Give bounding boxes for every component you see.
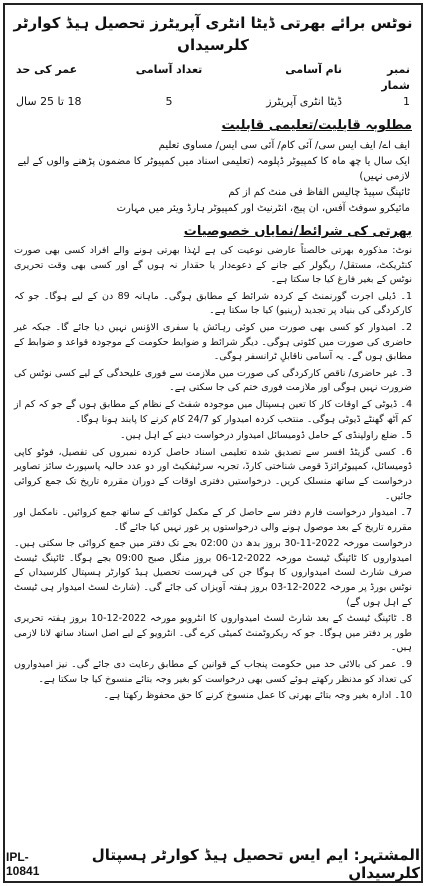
header-serial: نمبر شمار (381, 63, 410, 92)
condition-paragraph: 3۔ غیر حاضری/ ناقص کارکردگی کی صورت میں ملازمت سے فوری علیحدگی کے لیے کسی نوٹس کی ضرورت نہیں ہوگی اور ملازمت فوری ختم کی جا سکتی ہے۔ (14, 367, 412, 394)
header-post-count: تعداد آسامی (135, 63, 203, 76)
page-border (3, 3, 423, 883)
header-age-limit: عمر کی حد (16, 63, 78, 76)
condition-paragraph: 10۔ ادارہ بغیر وجہ بتائے بھرتی کا عمل منسوخ کرنے کا حق محفوظ رکھتا ہے۔ (103, 690, 412, 702)
note-paragraph: نوٹ: مذکورہ بھرتی خالصتاً عارضی نوعیت کی ہے لہٰذا بھرتی ہونے والے افراد کسی بھی صورت کنٹریکٹ، مستقل/ ریگولر کیے جانے کے دعوےدار یا حقدار نہ ہوں گے اور کسی بھی وقت تحریری نوٹس کے بغیر فارغ کیا جا سکتا ہے۔ (14, 245, 412, 286)
footer (6, 846, 420, 882)
schedule-paragraph: درخواست مورخہ 2022-11-30 بروز بدھ دن 02:00 بجے تک دفتر میں جمع کروائی جا سکتی ہیں۔ امیدواروں کا ٹائپنگ ٹیسٹ مورخہ 2022-12-06 بروز منگل صبح 09:00 بجے ہوگا۔ ٹائپنگ ٹیسٹ صرف شارٹ لسٹ امیدواروں کا ہوگا جن کی فہرست تحصیل ہیڈ کوارٹر ہسپتال کلرسیداں کے نوٹس بورڈ پر مورخہ 2022-12-03 بروز ہفتہ آویزاں کی جائے گی۔ (شارٹ لسٹ امیدوار ہی ٹیسٹ کے اہل ہوں گے) (14, 538, 412, 608)
advertiser: المشتہر: ایم ایس تحصیل ہیڈ کوارٹر ہسپتال کلرسیداں (91, 846, 420, 882)
conditions-heading: بھرتی کی شرائط/نمایاں خصوصیات (183, 224, 412, 239)
qualification-item: ٹائپنگ سپیڈ چالیس الفاظ فی منٹ کم از کم (228, 187, 410, 198)
ipl-number: IPL-10841 (6, 850, 40, 878)
qualification-item: ایک سال یا چھ ماہ کا کمپیوٹر ڈپلومہ (تعلیمی اسناد میں کمپیوٹر کا مضمون پڑھنے والوں کے لیے لازمی نہیں) (17, 156, 410, 182)
condition-paragraph: 7۔ امیدوار درخواست فارم دفتر سے حاصل کر کے مکمل کوائف کے ساتھ جمع کروائیں۔ نامکمل اور مقررہ تاریخ کے بعد موصول ہونے والی درخواستوں پر غور نہیں کیا جائے گا۔ (14, 507, 412, 533)
cell-post-count: 5 (165, 95, 173, 108)
condition-paragraph: 8۔ ٹائپنگ ٹیسٹ کے بعد شارٹ لسٹ امیدواروں کا انٹرویو مورخہ 2022-12-10 بروز ہفتہ تحریری طور پر دفتر میں ہوگا۔ جو کہ ریکروٹمنٹ کمیٹی کرے گی۔ انٹرویو کے لیے اصل اسناد ساتھ لانا لازمی ہیں۔ (14, 613, 412, 654)
qualification-item: ایف اے/ ایف ایس سی/ آئی کام/ آئی سی ایس/ مساوی تعلیم (158, 140, 410, 151)
condition-paragraph: 9۔ عمر کی بالائی حد میں حکومت پنجاب کے قوانین کے مطابق رعایت دی جائے گی۔ نیز امیدواروں کی تعداد کو مدنظر رکھتے ہوئے کسی بھی درخواست کو بغیر وجہ بتائے منسوخ کیا جا سکتا ہے۔ (14, 659, 412, 685)
condition-paragraph: 4۔ ڈیوٹی کے اوقات کار کا تعین ہسپتال میں موجودہ شفٹ کے نظام کے مطابق ہوں گے جو کہ کم از کم آٹھ گھنٹے ڈیوٹی ہوگی۔ منتخب کردہ امیدوار کو 24/7 کام کرنے کا پابند ہونا ہوگا۔ (14, 398, 412, 425)
condition-paragraph: 2۔ امیدوار کو کسی بھی صورت میں کوئی رہائش یا سفری الاؤنس نہیں دیا جائے گا۔ جبکہ غیر حاضری کی صورت میں کٹوتی ہوگی۔ دیگر شرائط و ضوابط حکومت کے موجودہ قواعد و ضوابط کے مطابق ہوں گے۔ یہ آسامی ناقابلِ ٹرانسفر ہوگی۔ (14, 321, 412, 363)
qualification-item: مائیکرو سوفٹ آفس، ان پیج، انٹرنیٹ اور کمپیوٹر ہارڈ ویئر میں مہارت (116, 203, 410, 214)
cell-post-name: ڈیٹا انٹری آپریٹرز (266, 95, 342, 108)
cell-serial: 1 (403, 95, 410, 108)
qualification-heading: مطلوبہ قابلیت/تعلیمی قابلیت (221, 118, 412, 133)
cell-age-limit: 18 تا 25 سال (16, 95, 82, 108)
condition-paragraph: 5۔ ضلع راولپنڈی کے حامل ڈومیسائل امیدوار درخواست دینے کے اہل ہیں۔ (119, 430, 412, 442)
header-post-name: نام آسامی (285, 63, 342, 76)
condition-paragraph: 1۔ ڈیلی اجرت گورنمنٹ کے کردہ شرائط کے مطابق ہوگی۔ ماہانہ 89 دن کے لیے ہوگا۔ جو کہ کارکردگی کی بنیاد پر تجدید (رینیو) کیا جا سکتا ہے۔ (14, 290, 412, 317)
condition-paragraph: 6۔ کسی گزیٹڈ افسر سے تصدیق شدہ تعلیمی اسناد حاصل کردہ نمبروں کی تفصیل، فوٹو کاپی ڈومیسائل، کمپیوٹرائزڈ قومی شناختی کارڈ، تجربہ سرٹیفکیٹ اور دو عدد حالیہ پاسپورٹ سائز تصاویر درخواست کے ساتھ منسلک کریں۔ درخواستیں دفتری اوقات کے دوران مقررہ تاریخ تک جمع کروائی جائیں۔ (14, 446, 412, 502)
notice-title: نوٹس برائے بھرتی ڈیٹا انٹری آپریٹرز تحصیل ہیڈ کوارٹر کلرسیداں (13, 14, 413, 54)
